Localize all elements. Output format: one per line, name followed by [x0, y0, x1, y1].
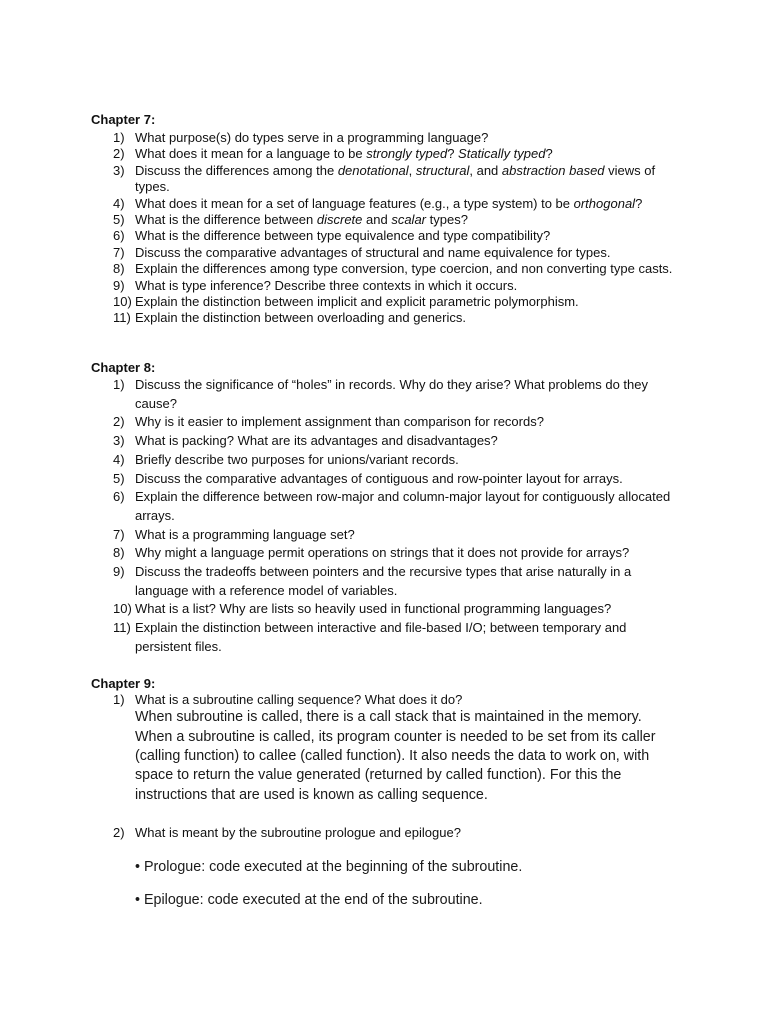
question-number: 11) — [113, 310, 131, 326]
list-item — [0, 310, 695, 326]
question-text: Discuss the comparative advantages of contiguous and row-pointer layout for arrays. — [135, 470, 623, 486]
list-item — [0, 470, 680, 489]
question-number: 7) — [113, 244, 125, 260]
list-item — [0, 130, 695, 146]
list-item — [0, 413, 680, 432]
question-text: Explain the differences among type conversion, type coercion, and non converting type casts. — [135, 261, 673, 277]
question-text: What does it mean for a language to be strongly typed? Statically typed? — [135, 146, 553, 162]
list-item — [0, 563, 680, 600]
question-number: 3) — [113, 433, 125, 449]
list-item — [0, 488, 680, 525]
question-number: 1) — [113, 377, 125, 392]
question-text: Discuss the comparative advantages of structural and name equivalence for types. — [135, 244, 611, 260]
question-number: 4) — [113, 195, 125, 211]
question-number: 11) — [113, 620, 131, 636]
question-text: Why is it easier to implement assignment than comparison for records? — [135, 414, 544, 430]
question-number: 10) — [113, 294, 132, 310]
list-item — [0, 825, 680, 841]
list-item — [0, 432, 680, 451]
question-number: 8) — [113, 545, 125, 561]
question-text: What does it mean for a set of language features (e.g., a type system) to be orthogonal? — [135, 195, 643, 211]
question-text: Explain the distinction between interactive and file-based I/O; between temporary and persistent files. — [135, 620, 627, 654]
question-number: 7) — [113, 526, 125, 542]
question-text: Explain the distinction between implicit and explicit parametric polymorphism. — [135, 294, 579, 310]
question-number: 5) — [113, 212, 125, 228]
list-item — [0, 294, 695, 310]
list-item — [0, 619, 680, 656]
question-text: What is a programming language set? — [135, 526, 355, 542]
list-item — [0, 196, 695, 212]
answer-text: When subroutine is called, there is a call stack that is maintained in the memory. When a subroutine is called, its program counter is needed to be set from its caller (calling function) to callee (called function). It also needs the data to work on, with space to return the value generated (returned by called function). For this the instructions that are used is known as calling sequence. — [135, 709, 656, 803]
question-number: 2) — [113, 414, 125, 430]
list-item — [0, 146, 695, 162]
question-number: 5) — [113, 470, 125, 486]
list-item — [0, 600, 680, 619]
list-item — [0, 526, 680, 545]
question-text: What is a subroutine calling sequence? What does it do? — [135, 692, 463, 707]
question-number: 1) — [113, 130, 125, 145]
question-text: Discuss the differences among the denotational, structural, and abstraction based views of types. — [135, 162, 656, 195]
list-item — [0, 544, 680, 563]
list-item — [0, 261, 695, 277]
list-item — [0, 376, 680, 413]
question-text: What is the difference between discrete and scalar types? — [135, 212, 468, 228]
question-number: 2) — [113, 825, 125, 840]
question-number: 9) — [113, 564, 125, 580]
question-number: 1) — [113, 692, 125, 707]
question-text: What is a list? Why are lists so heavily used in functional programming languages? — [135, 601, 612, 617]
question-number: 3) — [113, 162, 125, 178]
chapter-9-questions — [0, 692, 680, 805]
question-text: What is packing? What are its advantages and disadvantages? — [135, 433, 498, 449]
list-item — [0, 451, 680, 470]
question-text: Discuss the tradeoffs between pointers and the recursive types that arise naturally in a language with a reference model of variables. — [135, 564, 632, 598]
question-number: 8) — [113, 261, 125, 277]
chapter-7-heading: Chapter 7: — [91, 112, 156, 127]
chapter-9-questions-cont — [0, 825, 680, 841]
question-text: What is meant by the subroutine prologue and epilogue? — [135, 825, 461, 840]
epilogue-bullet: • Epilogue: code executed at the end of the subroutine. — [135, 892, 483, 908]
chapter-7-questions — [0, 130, 695, 327]
question-text: Briefly describe two purposes for unions/variant records. — [135, 451, 459, 467]
list-item — [0, 278, 695, 294]
question-text: What is the difference between type equivalence and type compatibility? — [135, 228, 551, 244]
list-item — [0, 163, 695, 196]
chapter-8-questions — [0, 376, 680, 657]
chapter-8-heading: Chapter 8: — [91, 360, 156, 375]
question-number: 10) — [113, 601, 132, 617]
question-number: 9) — [113, 277, 125, 293]
question-text: Why might a language permit operations on strings that it does not provide for arrays? — [135, 545, 630, 561]
question-text: What purpose(s) do types serve in a programming language? — [135, 130, 489, 145]
list-item — [0, 228, 695, 244]
chapter-9-heading: Chapter 9: — [91, 676, 156, 691]
question-number: 6) — [113, 228, 125, 244]
list-item — [0, 245, 695, 261]
question-text: Explain the distinction between overloading and generics. — [135, 310, 466, 326]
list-item — [0, 212, 695, 228]
question-text: What is type inference? Describe three contexts in which it occurs. — [135, 277, 518, 293]
question-number: 4) — [113, 451, 125, 467]
question-text: Explain the difference between row-major and column-major layout for contiguously allocated arrays. — [135, 489, 671, 523]
list-item — [0, 692, 680, 805]
prologue-bullet: • Prologue: code executed at the beginning of the subroutine. — [135, 859, 523, 875]
question-text: Discuss the significance of “holes” in records. Why do they arise? What problems do they cause? — [135, 377, 649, 411]
question-number: 2) — [113, 146, 125, 162]
question-number: 6) — [113, 489, 125, 505]
